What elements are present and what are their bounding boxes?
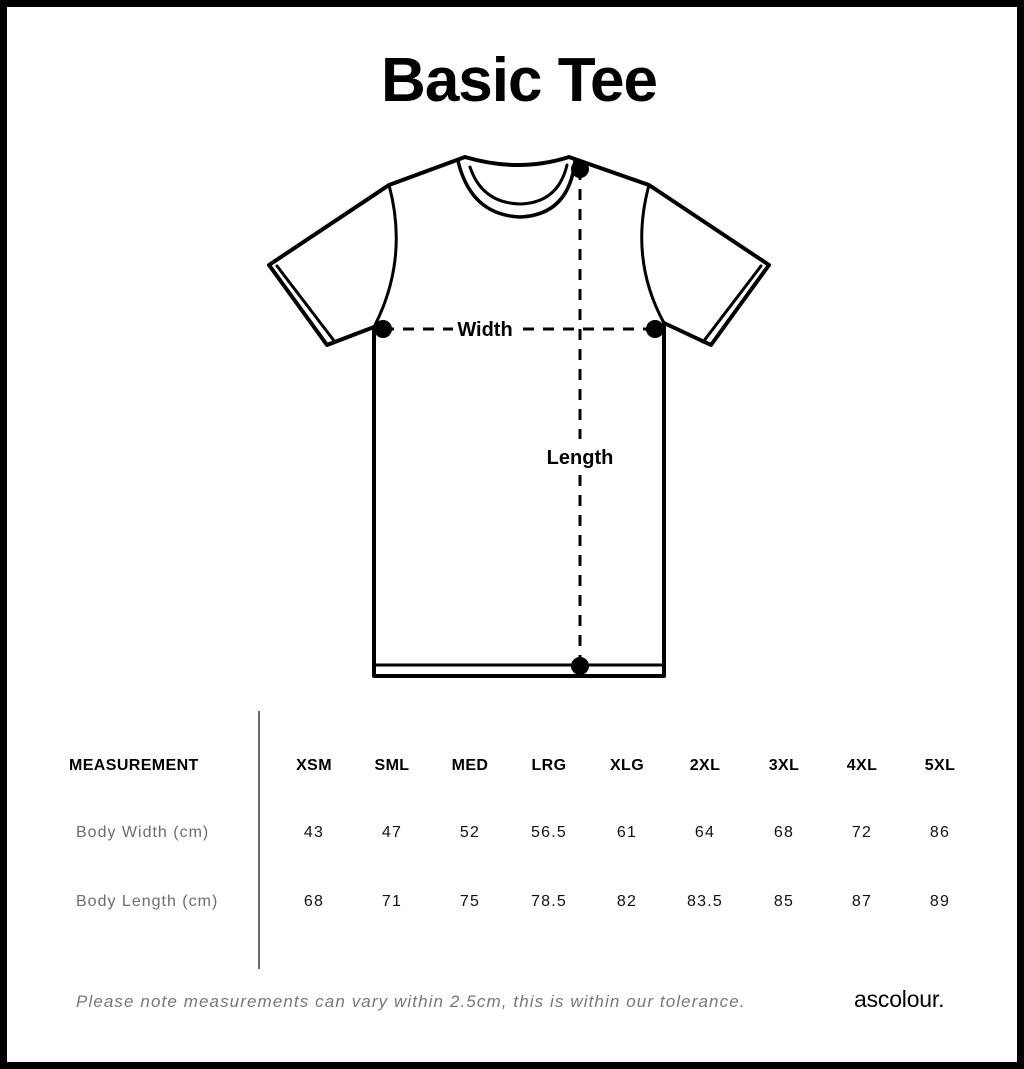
left-sleeve-cuff (277, 266, 335, 342)
collar-inner (470, 165, 567, 204)
table-cell: 75 (459, 893, 481, 910)
table-cell: 47 (381, 824, 403, 841)
tshirt-outline (269, 157, 769, 676)
length-point-bottom (571, 657, 589, 675)
table-cell: 68 (773, 824, 795, 841)
table-cell: 85 (773, 893, 795, 910)
row-label: Body Width (cm) (76, 824, 210, 841)
table-cell: 83.5 (687, 893, 723, 910)
table-cell: 52 (459, 824, 481, 841)
table-divider (258, 711, 260, 969)
size-header-sml: SML (374, 757, 410, 774)
row-label: Body Length (cm) (76, 893, 219, 910)
size-header-4xl: 4XL (846, 757, 878, 774)
measurement-header: MEASUREMENT (69, 757, 199, 774)
tolerance-note: Please note measurements can vary within 2.5cm, this is within our tolerance. (76, 992, 746, 1011)
table-cell: 86 (929, 824, 951, 841)
table-cell: 89 (929, 893, 951, 910)
left-sleeve-seam (374, 185, 396, 327)
width-point-right (646, 320, 664, 338)
size-header-3xl: 3XL (768, 757, 800, 774)
brand-logo: ascolour. (854, 986, 945, 1012)
table-cell: 43 (303, 824, 325, 841)
table-cell: 78.5 (531, 893, 567, 910)
length-point-top (571, 160, 589, 178)
width-label: Width (457, 319, 513, 341)
size-header-lrg: LRG (531, 757, 567, 774)
table-cell: 72 (851, 824, 873, 841)
size-header-med: MED (451, 757, 489, 774)
length-label: Length (546, 447, 614, 469)
page-title: Basic Tee (381, 46, 657, 115)
table-cell: 68 (303, 893, 325, 910)
size-header-5xl: 5XL (924, 757, 956, 774)
table-cell: 64 (694, 824, 716, 841)
tshirt-diagram (7, 7, 1024, 707)
table-cell: 82 (616, 893, 638, 910)
width-point-left (374, 320, 392, 338)
table-cell: 56.5 (531, 824, 567, 841)
table-cell: 61 (616, 824, 638, 841)
size-header-xsm: XSM (296, 757, 332, 774)
right-sleeve-seam (642, 185, 664, 323)
size-header-2xl: 2XL (689, 757, 721, 774)
table-cell: 71 (381, 893, 403, 910)
right-sleeve-cuff (703, 266, 761, 342)
table-cell: 87 (851, 893, 873, 910)
size-header-xlg: XLG (609, 757, 645, 774)
